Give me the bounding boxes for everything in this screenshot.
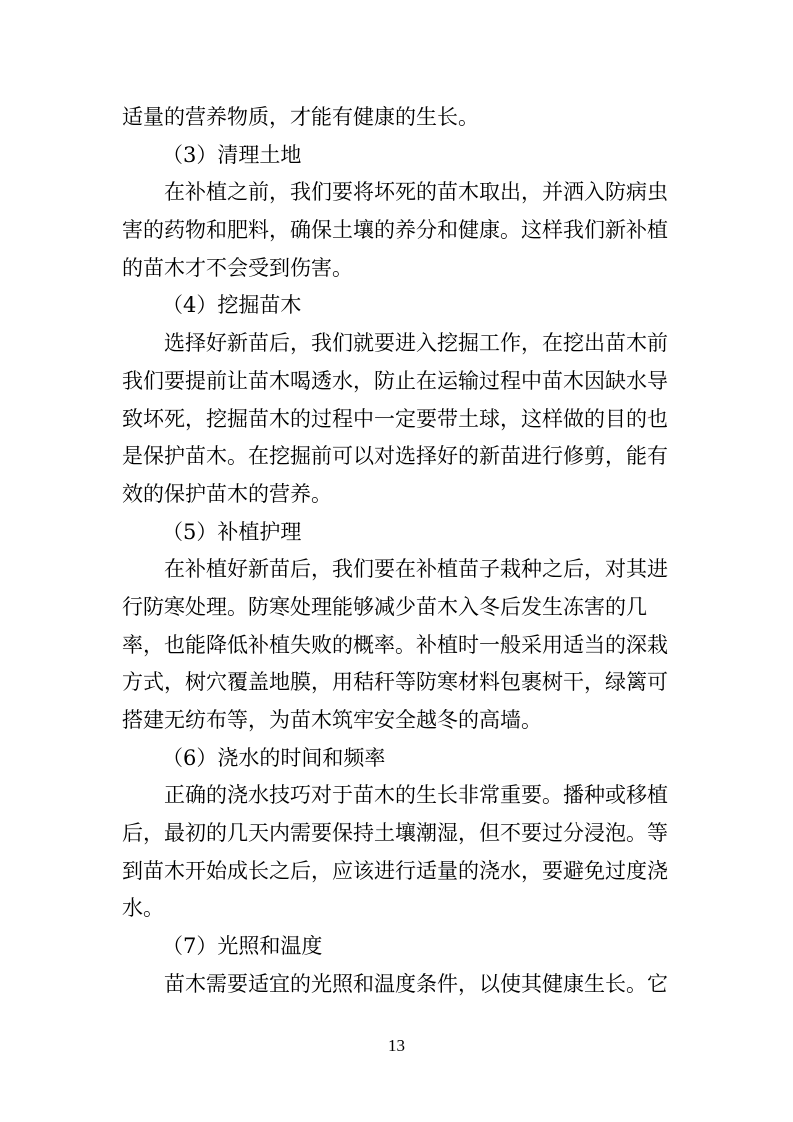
body-text (122, 99, 678, 1004)
section-heading: （7）光照和温度 (162, 934, 323, 959)
text-line: 我们要提前让苗木喝透水，防止在运输过程中苗木因缺水导 (122, 368, 668, 393)
page-number: 13 (388, 1036, 405, 1055)
section-heading: （4）挖掘苗木 (162, 293, 302, 318)
paragraph-first-line: 在补植好新苗后，我们要在补植苗子栽种之后，对其进 (164, 557, 668, 582)
text-line: 是保护苗木。在挖掘前可以对选择好的新苗进行修剪，能有 (122, 444, 668, 469)
section-heading: （5）补植护理 (162, 519, 302, 544)
section-heading: （6）浇水的时间和频率 (162, 745, 386, 770)
text-line: 率，也能降低补植失败的概率。补植时一般采用适当的深栽 (122, 632, 668, 657)
section-heading: （3）清理土地 (162, 142, 302, 167)
text-line: 致坏死，挖掘苗木的过程中一定要带土球，这样做的目的也 (122, 406, 668, 431)
text-line: 害的药物和肥料，确保土壤的养分和健康。这样我们新补植 (122, 218, 668, 243)
text-line: 行防寒处理。防寒处理能够减少苗木入冬后发生冻害的几 (122, 594, 647, 619)
text-line: 搭建无纺布等，为苗木筑牢安全越冬的高墙。 (122, 708, 542, 732)
text-line: 到苗木开始成长之后，应该进行适量的浇水，要避免过度浇 (122, 858, 668, 883)
paragraph-first-line: 苗木需要适宜的光照和温度条件，以使其健康生长。它 (164, 971, 668, 996)
text-line: 效的保护苗木的营养。 (122, 481, 332, 506)
text-line: 方式，树穴覆盖地膜，用秸秆等防寒材料包裹树干，绿篱可 (122, 670, 668, 695)
text-line: 水。 (122, 896, 164, 921)
paragraph-first-line: 正确的浇水技巧对于苗木的生长非常重要。播种或移植 (164, 783, 668, 808)
paragraph-first-line: 选择好新苗后，我们就要进入挖掘工作，在挖出苗木前 (164, 331, 668, 356)
text-line: 适量的营养物质，才能有健康的生长。 (122, 105, 479, 129)
text-line: 的苗木才不会受到伤害。 (122, 255, 353, 280)
paragraph-first-line: 在补植之前，我们要将坏死的苗木取出，并洒入防病虫 (164, 180, 668, 205)
text-line: 后，最初的几天内需要保持土壤潮湿，但不要过分浸泡。等 (122, 821, 668, 846)
